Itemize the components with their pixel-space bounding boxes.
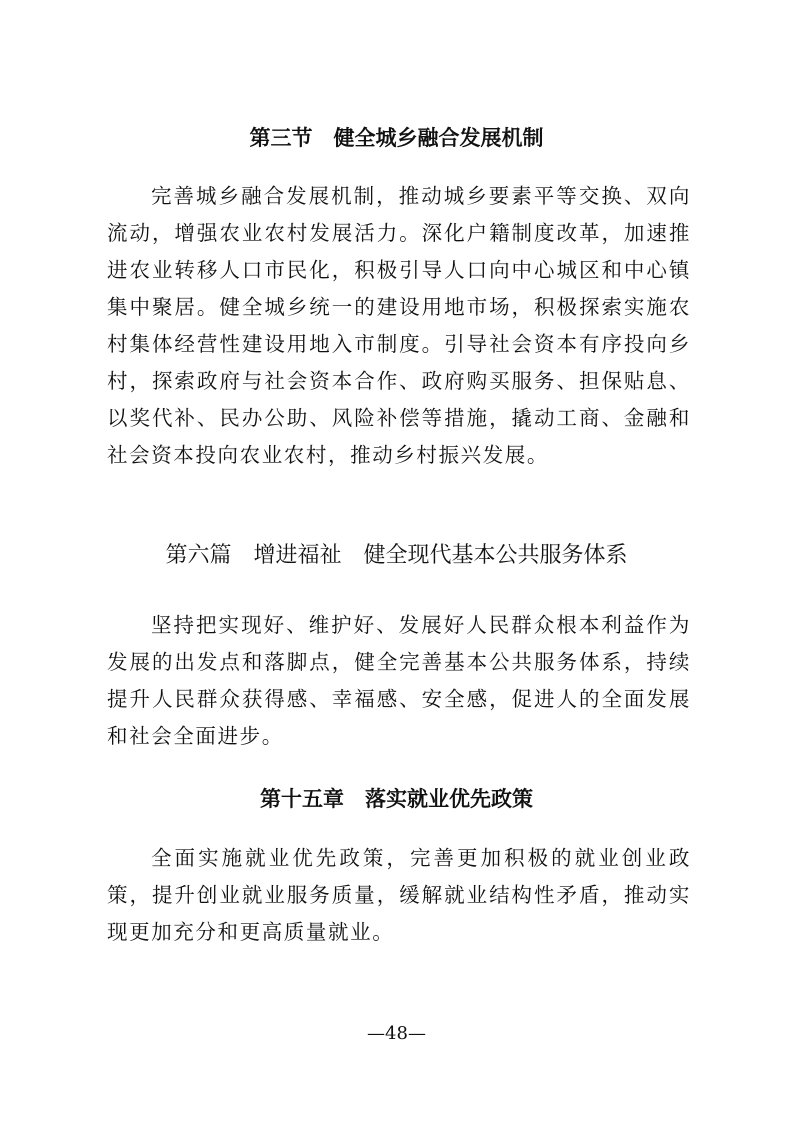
section-paragraph: 完善城乡融合发展机制，推动城乡要素平等交换、双向流动，增强农业农村发展活力。深化户籍制度改革，加速推进农业转移人口市民化，积极引导人口向中心城区和中心镇集中聚居。健全城乡统一的建设用地市场，积极探索实施农村集体经营性建设用地入市制度。引导社会资本有序投向乡村，探索政府与社会资本合作、政府购买服务、担保贴息、以奖代补、民办公助、风险补偿等措施，撬动工商、金融和社会资本投向农业农村，推动乡村振兴发展。 [107, 184, 691, 467]
chapter-heading: 第十五章 落实就业优先政策 [260, 787, 533, 811]
part-paragraph: 坚持把实现好、维护好、发展好人民群众根本利益作为发展的出发点和落脚点，健全完善基本公共服务体系，持续提升人民群众获得感、幸福感、安全感，促进人的全面发展和社会全面进步。 [107, 613, 691, 748]
chapter-paragraph: 全面实施就业优先政策，完善更加积极的就业创业政策，提升创业就业服务质量，缓解就业结构性矛盾，推动实现更加充分和更高质量就业。 [107, 846, 691, 944]
part-heading: 第六篇 增进福祉 健全现代基本公共服务体系 [165, 543, 628, 568]
section-heading: 第三节 健全城乡融合发展机制 [249, 126, 544, 150]
page-number: —48— [367, 1023, 426, 1044]
